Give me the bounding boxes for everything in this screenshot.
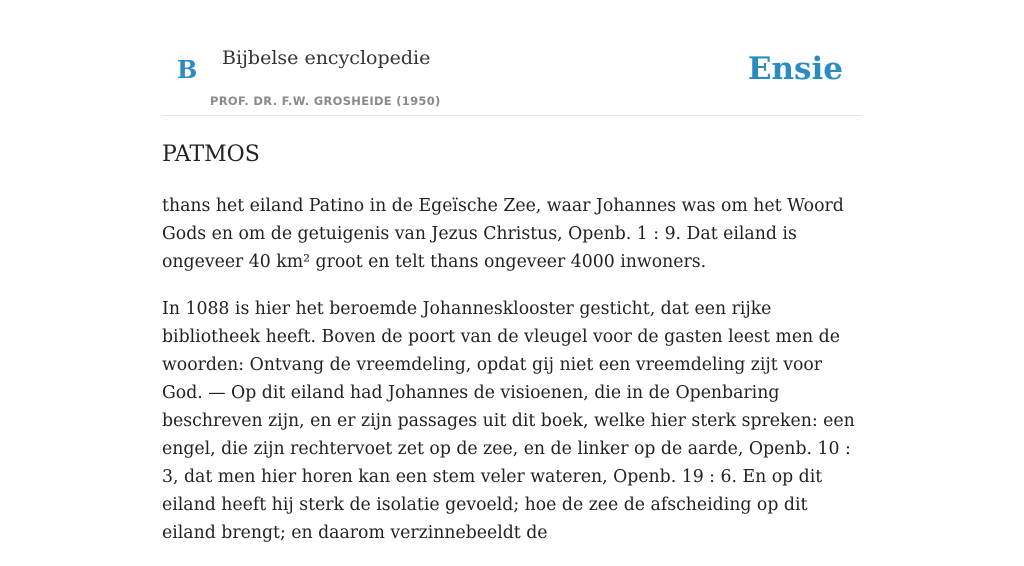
book-title-link[interactable]: Bijbelse encyclopedie [222,47,431,69]
book-author: PROF. DR. F.W. GROSHEIDE (1950) [210,94,441,108]
article-body [162,192,862,566]
article-paragraph-2: In 1088 is hier het beroemde Johannesklooster gesticht, dat een rijke bibliotheek heeft. Boven de poort van de vleugel voor de gasten leest men de woorden: Ontvang de vreemdeling, opdat gij niet een vreemdeling zijt voor God. — Op dit eiland had Johannes de visioenen, die in de Openbaring beschreven zijn, en er zijn passages uit dit boek, welke hier sterk spreken: een engel, die zijn rechtervoet zet op de zee, en de linker op de aarde, Openb. 10 : 3, dat men hier horen kan een stem veler wateren, Openb. 19 : 6. En op dit eiland heeft hij sterk de isolatie gevoeld; hoe de zee de afscheiding op dit eiland brengt; en daarom verzinnebeeldt de [162,299,855,543]
ensie-logo-link[interactable]: Ensie [747,51,843,87]
article-paragraph-1: thans het eiland Patino in de Egeïsche Zee, waar Johannes was om het Woord Gods en om de getuigenis van Jezus Christus, Openb. 1 : 9. Dat eiland is ongeveer 40 km² groot en telt thans ongeveer 4000 inwoners. [162,196,844,272]
article-title: PATMOS [162,142,260,167]
book-letter-icon[interactable]: B [177,55,198,84]
main-content [162,0,862,543]
book-header [162,0,862,116]
